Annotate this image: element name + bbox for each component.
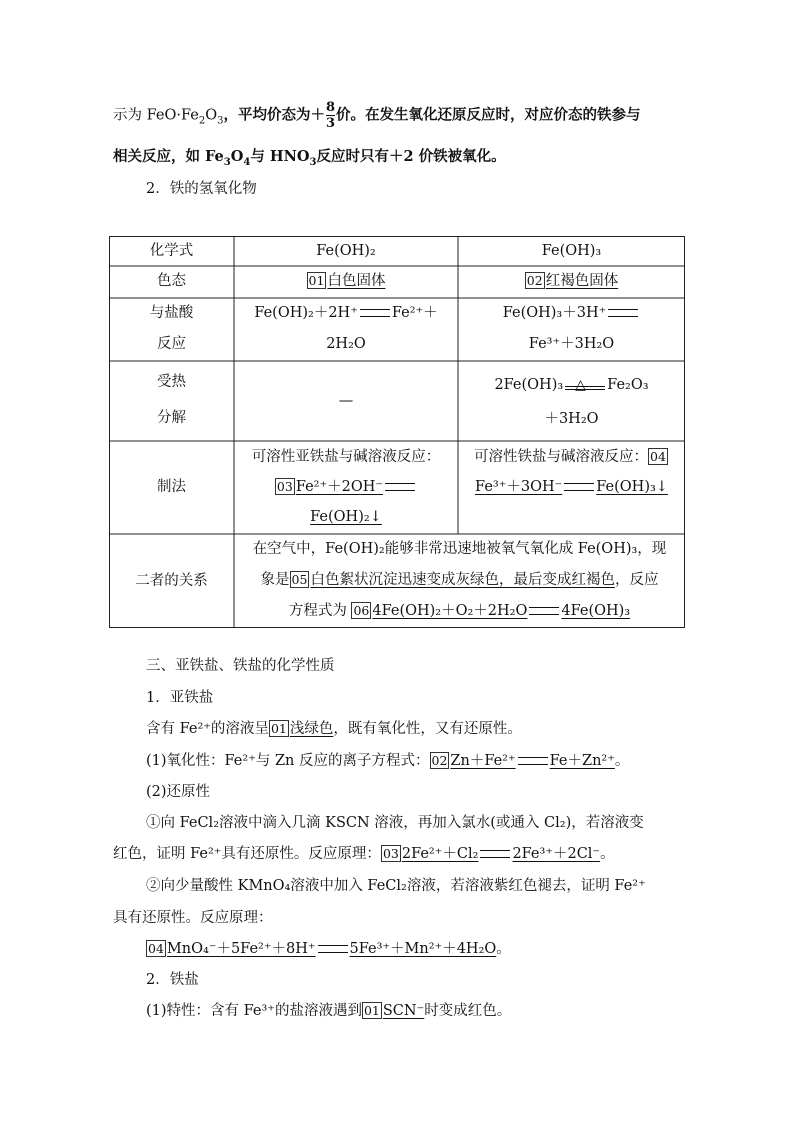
hcl-feoh2 xyxy=(234,298,458,360)
intro-text: ，平均价态为＋ xyxy=(223,106,325,124)
answer-tag: 01 xyxy=(308,273,325,288)
answer-tag: 06 xyxy=(353,603,370,618)
text: 。 xyxy=(600,846,615,862)
text: 。 xyxy=(496,941,511,957)
answer-tag: 02 xyxy=(526,273,543,288)
answer-text: Fe(OH)₂↓ xyxy=(310,509,382,525)
fraction-denominator: 3 xyxy=(325,116,335,131)
relation-text xyxy=(234,534,685,627)
paragraph-2 xyxy=(146,750,629,772)
equation-text: Fe²⁺＋ xyxy=(391,305,438,321)
subscript: 3 xyxy=(223,156,231,168)
answer-tag: 03 xyxy=(382,846,399,861)
equals-sign xyxy=(518,757,548,765)
prep-feoh2 xyxy=(234,442,458,532)
intro-text: O xyxy=(205,107,218,124)
text: 时变成红色。 xyxy=(424,1003,512,1019)
section-heading-3: 三、亚铁盐、铁盐的化学性质 xyxy=(146,658,335,674)
heat-feoh2: — xyxy=(338,393,354,409)
answer-tag: 03 xyxy=(276,479,293,494)
answer-text: Fe(OH)₃↓ xyxy=(596,479,668,495)
row-label-relation: 二者的关系 xyxy=(135,573,208,589)
answer-tag: 01 xyxy=(270,721,287,736)
subscript: 4 xyxy=(243,156,251,168)
text: 。 xyxy=(614,753,630,769)
paragraph-1 xyxy=(146,718,522,740)
intro-text: 示为 FeO·Fe xyxy=(113,107,199,124)
subscript: 3 xyxy=(309,156,317,168)
delta-icon: △ xyxy=(575,377,586,393)
answer-tag: 01 xyxy=(363,1003,380,1018)
equals-sign xyxy=(608,309,638,317)
heating-equals-sign xyxy=(563,374,607,396)
equation-text: ＋3H₂O xyxy=(544,411,599,427)
subheading-ferrous: 1．亚铁盐 xyxy=(146,690,214,706)
header-feoh2: Fe(OH)₂ xyxy=(316,243,376,259)
section-heading-hydroxides: 2．铁的氢氧化物 xyxy=(146,181,257,197)
prep-text: 可溶性亚铁盐与碱溶液反应： xyxy=(251,449,441,465)
row-label-hcl xyxy=(109,298,234,360)
answer-text: 4Fe(OH)₂＋O₂＋2H₂O xyxy=(372,603,528,619)
intro-line-1 xyxy=(113,100,641,132)
answer-text: 4Fe(OH)₃ xyxy=(561,603,631,619)
subscript: 3 xyxy=(217,115,224,127)
equation-text: 2Fe(OH)₃ xyxy=(494,377,564,393)
paragraph-4: ①向 FeCl₂溶液中滴入几滴 KSCN 溶液，再加入氯水(或通入 Cl₂)，若溶液变 xyxy=(146,815,644,831)
label-line: 受热 xyxy=(157,374,186,390)
equals-sign xyxy=(360,309,390,317)
text: 含有 Fe²⁺的溶液呈 xyxy=(146,721,269,737)
answer-tag: 04 xyxy=(148,941,164,956)
equation-text: Fe(OH)₃＋3H⁺ xyxy=(502,305,607,321)
header-feoh3: Fe(OH)₃ xyxy=(541,243,602,259)
equals-sign xyxy=(480,850,510,858)
header-label: 化学式 xyxy=(149,243,194,259)
row-label-heat xyxy=(109,364,234,436)
intro-text: 价。在发生氧化还原反应时，对应价态的铁参与 xyxy=(336,106,641,124)
paragraph-9 xyxy=(146,1000,511,1022)
paragraph-8 xyxy=(146,938,511,960)
answer-text: Fe³⁺＋3OH⁻ xyxy=(475,479,563,495)
answer-text: 浅绿色 xyxy=(289,721,334,737)
equation-text: 2H₂O xyxy=(326,336,366,352)
answer-text: Fe＋Zn²⁺ xyxy=(549,753,615,769)
answer-text: SCN⁻ xyxy=(382,1003,425,1019)
subheading-ferric: 2．铁盐 xyxy=(146,972,199,988)
equals-sign xyxy=(529,607,559,615)
paragraph-6: ②向少量酸性 KMnO₄溶液中加入 FeCl₂溶液，若溶液紫红色褪去，证明 Fe²⁺ xyxy=(146,878,646,894)
relation-line: 在空气中，Fe(OH)₂能够非常迅速地被氧气氧化成 Fe(OH)₃，现 xyxy=(252,541,667,557)
answer-text: 5Fe³⁺＋Mn²⁺＋4H₂O xyxy=(349,941,497,957)
relation-line: 象是 xyxy=(260,572,290,588)
relation-line: ，反应 xyxy=(614,572,659,588)
text: (1)特性：含有 Fe³⁺的盐溶液遇到 xyxy=(146,1003,362,1019)
equals-sign xyxy=(318,945,348,953)
prep-text: 可溶性铁盐与碱溶液反应： xyxy=(474,449,649,465)
answer-text: 白色絮状沉淀迅速变成灰绿色，最后变成红褐色 xyxy=(310,572,615,588)
intro-text: O xyxy=(230,148,244,165)
intro-text: 相关反应，如 Fe xyxy=(113,148,224,165)
paragraph-7: 具有还原性。反应原理： xyxy=(113,910,273,926)
equals-sign xyxy=(385,483,415,491)
answer-text: MnO₄⁻＋5Fe²⁺＋8H⁺ xyxy=(166,941,316,957)
intro-text: 反应时只有＋2 价铁被氧化。 xyxy=(316,148,506,165)
row-label-color: 色态 xyxy=(157,273,186,289)
label-line: 反应 xyxy=(157,336,186,352)
intro-line-2 xyxy=(113,146,506,174)
fraction-numerator: 8 xyxy=(325,100,335,115)
color-feoh3 xyxy=(458,266,685,296)
color-feoh2 xyxy=(234,266,458,296)
equation-text: Fe³⁺＋3H₂O xyxy=(528,336,615,352)
answer-text: Fe²⁺＋2OH⁻ xyxy=(295,479,384,495)
equation-text: Fe(OH)₂＋2H⁺ xyxy=(254,305,358,321)
subscript: 2 xyxy=(198,115,206,127)
equals-sign xyxy=(564,483,594,491)
text: (1)氧化性：Fe²⁺与 Zn 反应的离子方程式： xyxy=(146,753,430,769)
text: 红色，证明 Fe²⁺具有还原性。反应原理： xyxy=(113,846,381,862)
prep-feoh3 xyxy=(458,442,685,502)
fraction xyxy=(326,100,335,131)
label-line: 分解 xyxy=(157,410,186,426)
heat-feoh3 xyxy=(458,368,685,436)
label-line: 与盐酸 xyxy=(149,305,194,321)
relation-line: 方程式为 xyxy=(288,603,347,619)
answer-tag: 02 xyxy=(431,753,448,768)
hydroxide-table xyxy=(109,236,685,628)
answer-text: 白色固体 xyxy=(327,273,386,289)
answer-text: Zn＋Fe²⁺ xyxy=(450,753,516,769)
answer-tag: 05 xyxy=(291,572,308,587)
row-label-prep: 制法 xyxy=(157,479,186,495)
text: ，既有氧化性，又有还原性。 xyxy=(333,721,522,737)
answer-text: 2Fe²⁺＋Cl₂ xyxy=(401,846,479,862)
intro-text: 与 HNO xyxy=(250,148,310,165)
paragraph-5 xyxy=(113,843,615,865)
answer-tag: 04 xyxy=(650,449,666,464)
paragraph-3: (2)还原性 xyxy=(146,784,211,800)
answer-text: 红褐色固体 xyxy=(545,273,619,289)
hcl-feoh3 xyxy=(458,298,685,360)
equation-text: Fe₂O₃ xyxy=(607,377,649,393)
answer-text: 2Fe³⁺＋2Cl⁻ xyxy=(512,846,601,862)
